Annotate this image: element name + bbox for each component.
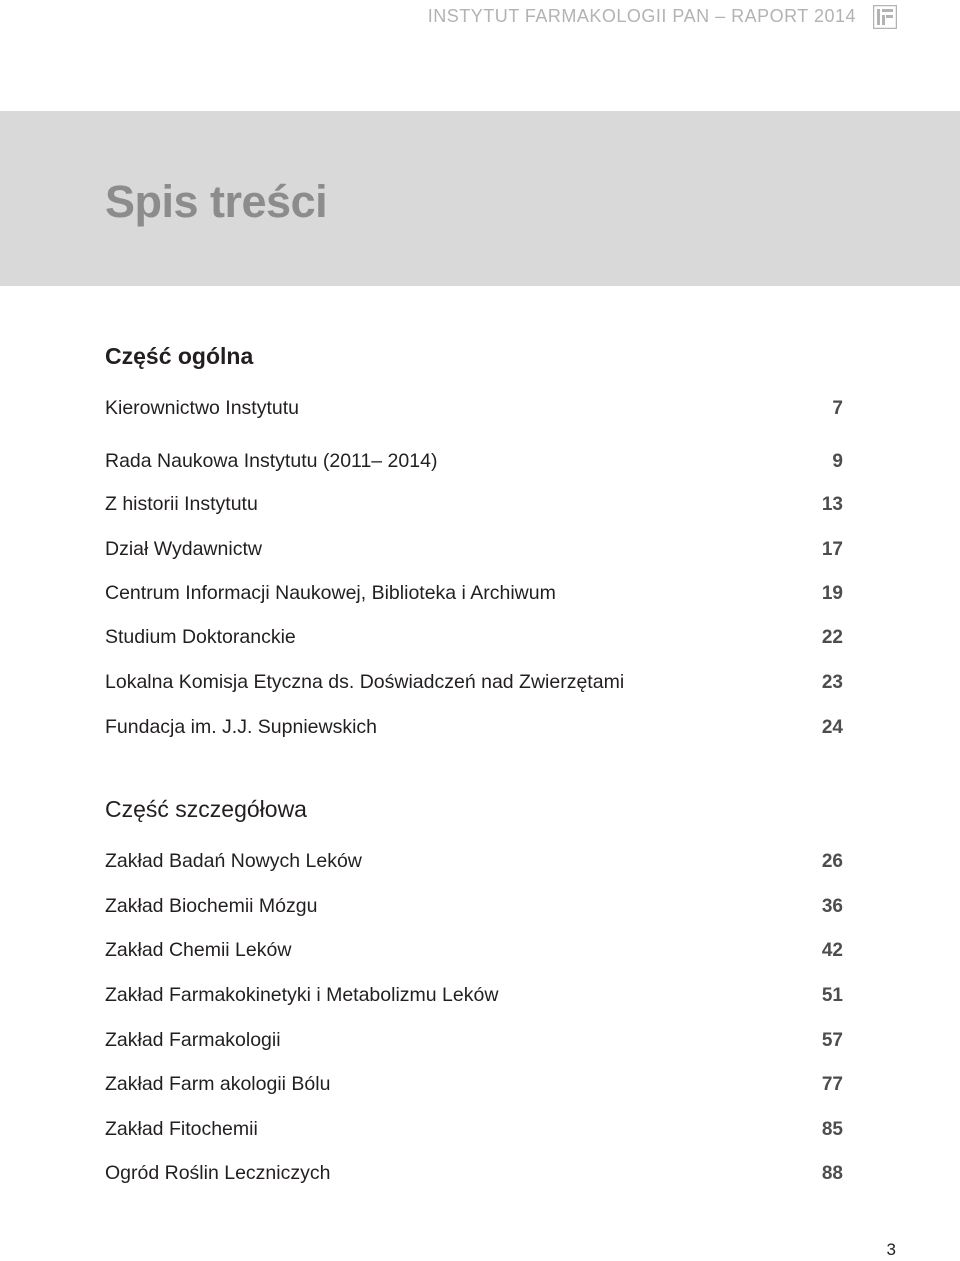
toc-entry-page: 23 bbox=[821, 672, 843, 693]
toc-entry-page: 24 bbox=[821, 717, 843, 738]
toc-entry-label: Kierownictwo Instytutu bbox=[105, 397, 300, 419]
toc-entry-label: Studium Doktoranckie bbox=[105, 626, 296, 648]
toc-entry-page: 19 bbox=[821, 583, 843, 604]
toc-entry-page: 26 bbox=[821, 851, 843, 872]
institute-logo-icon bbox=[873, 5, 897, 29]
toc-entry[interactable] bbox=[105, 582, 843, 608]
toc-entry-page: 88 bbox=[821, 1163, 843, 1184]
toc-entry[interactable] bbox=[105, 895, 843, 921]
toc-entry-label: Ogród Roślin Leczniczych bbox=[105, 1162, 331, 1184]
toc-entry[interactable] bbox=[105, 984, 843, 1010]
toc-entry-label: Zakład Chemii Leków bbox=[105, 939, 292, 961]
toc-entry[interactable] bbox=[105, 538, 843, 564]
toc-entry[interactable] bbox=[105, 397, 843, 423]
toc-entry[interactable] bbox=[105, 493, 843, 519]
section-heading-detailed: Część szczegółowa bbox=[105, 796, 307, 822]
toc-entry-page: 22 bbox=[821, 627, 843, 648]
toc-entry[interactable] bbox=[105, 1029, 843, 1055]
toc-entry[interactable] bbox=[105, 716, 843, 742]
toc-entry-page: 51 bbox=[821, 985, 843, 1006]
running-header: INSTYTUT FARMAKOLOGII PAN – RAPORT 2014 bbox=[427, 6, 856, 26]
toc-entry-label: Centrum Informacji Naukowej, Biblioteka i Archiwum bbox=[105, 582, 556, 604]
page-title: Spis treści bbox=[105, 176, 328, 227]
toc-entry[interactable] bbox=[105, 450, 843, 476]
toc-entry-label: Z historii Instytutu bbox=[105, 493, 258, 515]
toc-entry-page: 17 bbox=[821, 539, 843, 560]
toc-entry[interactable] bbox=[105, 1118, 843, 1144]
toc-entry-label: Lokalna Komisja Etyczna ds. Doświadczeń nad Zwierzętami bbox=[105, 671, 625, 693]
toc-entry-page: 13 bbox=[821, 494, 843, 515]
toc-entry-page: 7 bbox=[832, 398, 843, 419]
toc-entry-page: 42 bbox=[821, 940, 843, 961]
toc-entry-page: 85 bbox=[821, 1119, 843, 1140]
toc-entry-page: 57 bbox=[821, 1030, 843, 1051]
toc-entry-label: Rada Naukowa Instytutu (2011– 2014) bbox=[105, 450, 438, 472]
toc-entry-page: 36 bbox=[821, 896, 843, 917]
toc-entry-label: Fundacja im. J.J. Supniewskich bbox=[105, 716, 378, 738]
toc-entry-label: Zakład Farmakokinetyki i Metabolizmu Leków bbox=[105, 984, 499, 1006]
toc-entry-label: Dział Wydawnictw bbox=[105, 538, 262, 560]
toc-entry[interactable] bbox=[105, 626, 843, 652]
toc-entry[interactable] bbox=[105, 1073, 843, 1099]
toc-entry[interactable] bbox=[105, 850, 843, 876]
toc-entry[interactable] bbox=[105, 1162, 843, 1188]
toc-entry[interactable] bbox=[105, 671, 843, 697]
toc-entry-label: Zakład Badań Nowych Leków bbox=[105, 850, 362, 872]
page-number: 3 bbox=[886, 1240, 896, 1259]
toc-entry-page: 77 bbox=[821, 1074, 843, 1095]
toc-entry-label: Zakład Farmakologii bbox=[105, 1029, 281, 1051]
toc-entry-label: Zakład Fitochemii bbox=[105, 1118, 258, 1140]
toc-entry-label: Zakład Farm akologii Bólu bbox=[105, 1073, 331, 1095]
toc-entry-label: Zakład Biochemii Mózgu bbox=[105, 895, 318, 917]
section-heading-general: Część ogólna bbox=[105, 343, 254, 369]
toc-entry-page: 9 bbox=[832, 451, 843, 472]
toc-entry[interactable] bbox=[105, 939, 843, 965]
